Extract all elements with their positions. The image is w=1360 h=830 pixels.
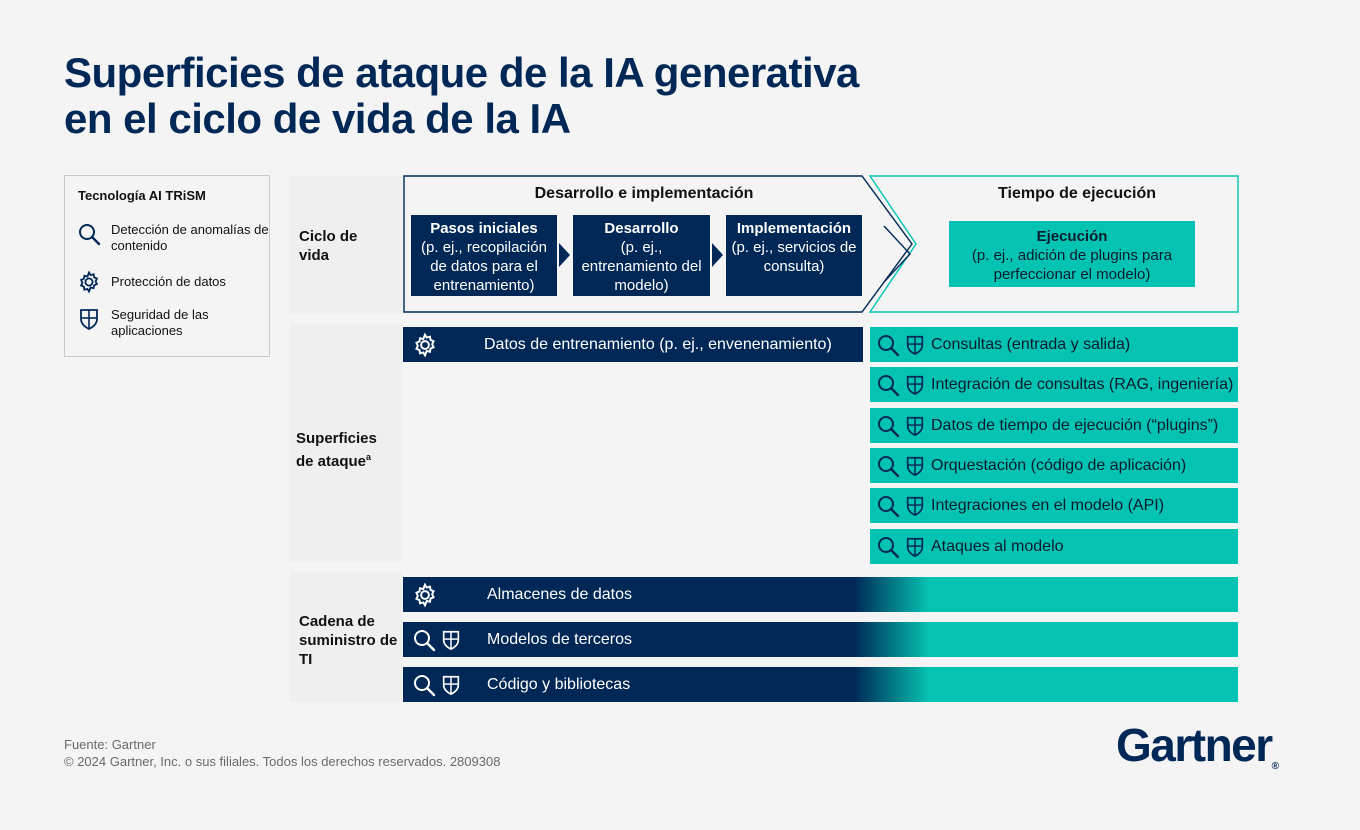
gear-icon [412,332,438,358]
search-icon [876,535,900,559]
step-arrow-icon [712,243,724,267]
bar-label: Datos de tiempo de ejecución (“plugins”) [931,416,1219,434]
step-desc: (p. ej., servicios de consulta) [731,239,857,275]
bar-icons [876,454,931,478]
bar-label: Modelos de terceros [487,630,632,648]
attack-bar-model-integrations [870,488,1238,523]
shield-icon [904,455,926,477]
bar-icons [876,535,931,559]
shield-icon [904,334,926,356]
gear-icon [77,270,101,294]
attack-bar-model-attacks [870,529,1238,564]
bar-label: Orquestación (código de aplicación) [931,456,1187,474]
search-icon [876,373,900,397]
bar-label: Integración de consultas (RAG, ingeniería) [931,375,1234,393]
search-icon [876,494,900,518]
search-icon [412,673,436,697]
bar-icons [412,673,487,697]
row-label-attack [296,429,396,471]
row-label-supply: Cadena de suministro de TI [299,613,398,668]
shield-icon [904,415,926,437]
search-icon [876,454,900,478]
legend-item-anomaly [77,222,271,254]
attack-bar-orchestration [870,448,1238,483]
row-label-lifecycle: Ciclo de vida [299,228,358,264]
row-label-attack-text: Superficies de ataque [296,430,377,470]
supply-bar-third-party-models [403,622,1238,657]
bar-label: Almacenes de datos [487,585,632,603]
legend-item-app-security [77,307,271,339]
gartner-logo: Gartner® [1116,719,1278,772]
dev-phase-header: Desarrollo e implementación [534,185,754,202]
bar-label: Integraciones en el modelo (API) [931,496,1165,514]
step-title: Desarrollo [604,220,679,237]
bar-label: Código y bibliotecas [487,675,631,693]
legend-item-label: Protección de datos [111,274,226,289]
legend-title: Tecnología AI TRiSM [78,188,206,203]
legend-item-label: Detección de anomalías de contenido [111,222,269,253]
bar-icons [876,414,931,438]
title-line-2: en el ciclo de vida de la IA [64,95,571,142]
step-title: Implementación [736,220,852,237]
bar-icons [876,373,931,397]
attack-bar-query-integration [870,367,1238,402]
legend-item-label: Seguridad de las aplicaciones [111,307,209,338]
step-execution [949,221,1195,287]
step-desc: (p. ej., adición de plugins para perfeccionar el modelo) [971,247,1173,283]
bar-icons [412,628,487,652]
step-desc: (p. ej., recopilación de datos para el entrenamiento) [421,239,547,294]
page-title [64,50,859,142]
step-implementation [726,215,862,296]
shield-icon [440,629,462,651]
footer-copyright: © 2024 Gartner, Inc. o sus filiales. Todos los derechos reservados. 2809308 [64,754,501,769]
step-title: Pasos iniciales [430,220,538,237]
bar-icons [412,332,484,358]
bar-icons [876,333,931,357]
footer-source: Fuente: Gartner [64,737,156,752]
search-icon [412,628,436,652]
legend-item-data-protection [77,270,271,294]
bar-icons [412,582,487,608]
attack-bar-queries [870,327,1238,362]
gear-icon [412,582,438,608]
search-icon [77,222,101,246]
shield-icon [77,307,101,331]
attack-bar-training-data [403,327,863,362]
supply-bar-code-libraries [403,667,1238,702]
phase-chevron-icon [880,222,916,286]
step-arrow-icon [559,243,571,267]
logo-text: Gartner [1116,719,1272,771]
title-line-1: Superficies de ataque de la IA generativa [64,49,859,96]
search-icon [876,414,900,438]
search-icon [876,333,900,357]
shield-icon [904,495,926,517]
footnote-marker: a [366,452,372,462]
footer [64,736,500,770]
legend [64,175,270,357]
step-title: Ejecución [1036,228,1108,245]
bar-label: Ataques al modelo [931,537,1064,555]
shield-icon [904,374,926,396]
supply-bar-data-stores [403,577,1238,612]
attack-bar-runtime-data [870,408,1238,443]
step-desc: (p. ej., entrenamiento del modelo) [581,239,702,294]
bar-label: Datos de entrenamiento (p. ej., envenenamiento) [484,335,832,353]
runtime-phase-header: Tiempo de ejecución [998,185,1156,202]
bar-icons [876,494,931,518]
shield-icon [440,674,462,696]
bar-label: Consultas (entrada y salida) [931,335,1131,353]
step-initial [411,215,557,296]
shield-icon [904,536,926,558]
step-development [573,215,710,296]
